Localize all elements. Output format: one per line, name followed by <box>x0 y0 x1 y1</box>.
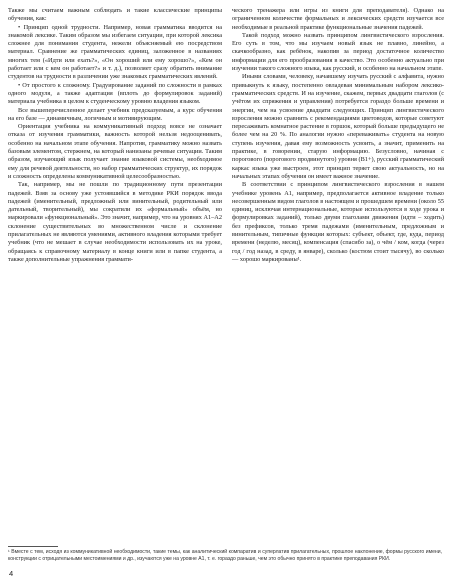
paragraph: ческого тренажера или игры из книги для преподавателя). Однако на ограниченном количестве формальных и лексических средств изучается все необходимые в реальной практике функциональные значения падежей. <box>232 7 444 31</box>
right-column <box>232 7 444 264</box>
page-number: 4 <box>9 569 14 578</box>
paragraph: Все вышеперечисленное делает учебник предсказуемым, а курс обучения на его базе — динамичным, логичным и мотивирующим. <box>8 106 222 122</box>
paragraph: Так, например, мы не пошли по традиционному пути презентации падежей. Взяв за основу уже устоявшийся в методике РКИ порядок ввода падежей (именительный, предложный или винительный, родительный или дательный, творительный), мы сократили их «формальный» объём, но маркировали «функциональный». Это значит, например, что на уровнях А1–А2 склонение существительных во множественном числе и склонение прилагательных не являются умениями, активного владения которыми требует учебник (что не мешает в случае необходимости использовать их на уроке, обращаясь к справочному материалу в конце книги или в папке студента, а также дополнительные упражнения граммати- <box>8 181 222 263</box>
footnote-divider <box>8 546 58 547</box>
paragraph: Такой подход можно назвать принципом лингвистического взросления. Его суть в том, что мы изучаем новый язык не плавно, линейно, а скачкообразно, как ребёнок, накопив за период достаточное количество информации для его прообразования в качество. Это особенно актуально при изучении такого сложного языка, как русский, и особенно на начальном этапе. <box>232 31 444 73</box>
paragraph: Также мы считаем важным соблюдать и такие классические принципы обучения, как: <box>8 7 222 23</box>
left-column <box>8 7 222 264</box>
paragraph: • От простого к сложному. Градуирование заданий по сложности в рамках одного модуля, а также адаптация (вплоть до формулировок заданий) материала учебника в целом к студенческому уровню владения языком. <box>8 81 222 106</box>
footnote: ¹ Вместе с тем, исходя из коммуникативной необходимости, такие темы, как аналитический компаратив и суперлатив прилагательных, прошлое наклонение, формы русского имени, конструкции с отрицательными местоимениями и др., изучаются уже на уровне А1, т. е. гораздо раньше, чем это обычно принято в практике преподавания РКИ. <box>8 549 442 562</box>
paragraph: Ориентация учебника на коммуникативный подход вовсе не означает отказа от изучения грамматики, важность которой нельзя недооценивать, особенно на начальном этапе обучения. Напротив, грамматику можно назвать базовым элементом, стержнем, на который нанизаны речевые ситуации. Таким образом, изучающий язык получает знание языковой системы, необходимое ему для речевой деятельности, но набор грамматических структур, их порядок и сложность определены коммуникативной целесообразностью. <box>8 123 222 180</box>
paragraph: • Принцип одной трудности. Например, новая грамматика вводится на знакомой лексике. Таким образом мы избегаем ситуации, при которой лексика сложнее для понимания студента, нежели объясняемый ею посредством материал. Сравнение же грамматических единиц, заложенное в названиях многих тем («Идти или ехать?», «Он хороший или ему хорошо?», «Кем он работает или с кем он работает?» и т. д.), позволяет сразу обратить внимание студентов на трудности в различении уже знакомых грамматических явлений. <box>8 23 222 81</box>
paragraph: Иными словами, человеку, начавшему изучать русский с алфавита, нужно привыкнуть к языку, постепенно овладевая минимальным набором лексико-грамматических средств. И на изучение, скажем, первых двадцати глаголов (с учётом их спряжения и управления) потребуется гораздо больше времени и энергии, чем на усвоение двадцати следующих. Принцип лингвистического взросления можно сравнить с рекомендациями цветоводов, которые советуют пересаживать комнатное растение в горшок, который больше предыдущего не более чем на 20 %. По аналогии нужно «переваживать» студента на новую ступень изучения, давая ему возможность усвоить, а значит, применить на практике, в говорении, старую информацию. Безусловно, начиная с порогового (порогового продвинутого) уровня (В1+), русский грамматический каркас языка уже выстроен, этот принцип теряет свою актуальность, но на начальных этапах обучения он имеет важное значение. <box>232 73 444 180</box>
paragraph: В соответствии с принципом лингвистического взросления в нашем учебнике уровень А1, например, предполагается активное владение только несовершенным видом глаголов в настоящем и прошедшем времени (около 55 единиц, исключая интернациональные, которые используются в ходе урока и формулировках заданий), только двумя глаголами движения (идти – ходить) без префиксов, только тремя падежами (именительным, предложным и винительным, типичные функции которых: субъект, объект, где, куда, период времени (неделю, месяц), компенсация (спасибо за), о чём / ком, когда (через год / год назад, в среду, в январе), сколько (костюм стоит тысячу), во сколько — хорошо маркированы¹. <box>232 181 444 263</box>
